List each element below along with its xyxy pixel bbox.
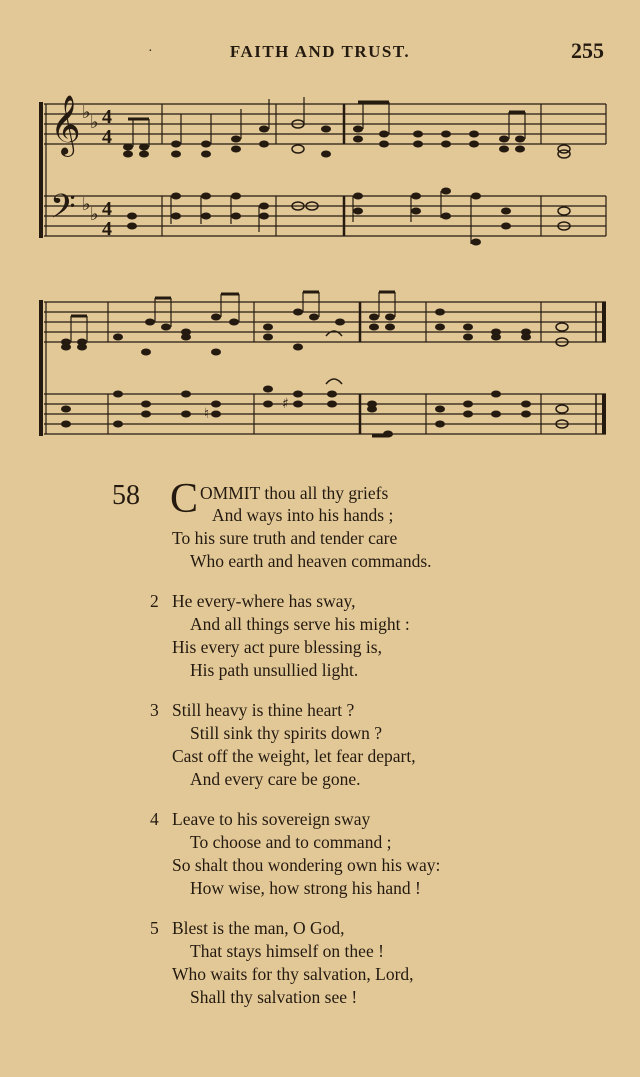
music-system-1 (36, 92, 612, 262)
svg-text:4: 4 (102, 198, 112, 220)
stanza-1-line-2: And ways into his hands ; (212, 505, 394, 525)
stanza-1-line-1: OMMIT thou all thy griefs (200, 483, 389, 503)
stanza-1-line-4: Who earth and heaven commands. (190, 551, 432, 571)
stanza-3-line-4: And every care be gone. (190, 769, 361, 789)
svg-text:𝄢: 𝄢 (50, 188, 76, 234)
svg-text:♭: ♭ (90, 204, 99, 225)
stanza-2-line-4: His path unsullied light. (190, 660, 359, 680)
svg-text:♭: ♭ (82, 102, 91, 123)
stanza-2-line-2: And all things serve his might : (190, 614, 410, 634)
svg-text:♮: ♮ (204, 406, 210, 422)
svg-text:♭: ♭ (90, 112, 99, 133)
stanza-3-line-3: Cast off the weight, let fear depart, (172, 746, 416, 766)
page-mark: · (148, 44, 153, 59)
stanza-5-line-2: That stays himself on thee ! (190, 941, 384, 961)
music-score-1 (36, 92, 612, 262)
stanza-2-number: 2 (150, 591, 159, 611)
stanza-4-line-4: How wise, how strong his hand ! (190, 878, 421, 898)
page-header-title: FAITH AND TRUST. (229, 42, 411, 61)
svg-text:𝄞: 𝄞 (50, 95, 81, 155)
hymn-number: 58 (112, 480, 140, 511)
stanza-4-line-2: To choose and to command ; (190, 832, 392, 852)
music-score-2 (36, 290, 612, 460)
stanza-3-line-1: Still heavy is thine heart ? (172, 700, 355, 720)
stanza-5-line-3: Who waits for thy salvation, Lord, (172, 964, 414, 984)
svg-text:♭: ♭ (82, 194, 91, 215)
stanza-2-line-1: He every-where has sway, (172, 591, 356, 611)
drop-cap: C (170, 476, 199, 522)
page-number: 255 (571, 38, 604, 63)
svg-text:4: 4 (102, 126, 112, 148)
stanza-3-number: 3 (150, 700, 159, 720)
stanza-2-line-3: His every act pure blessing is, (172, 637, 382, 657)
stanza-5-number: 5 (150, 918, 159, 938)
stanza-1-line-3: To his sure truth and tender care (172, 528, 398, 548)
stanza-5-line-1: Blest is the man, O God, (172, 918, 345, 938)
stanza-4-number: 4 (150, 809, 159, 829)
stanza-4-line-1: Leave to his sovereign sway (172, 809, 371, 829)
svg-text:♯: ♯ (282, 396, 289, 412)
stanza-3-line-2: Still sink thy spirits down ? (190, 723, 383, 743)
stanza-5-line-4: Shall thy salvation see ! (190, 987, 358, 1007)
stanza-4-line-3: So shalt thou wondering own his way: (172, 855, 441, 875)
music-system-2 (36, 290, 612, 460)
svg-text:4: 4 (102, 106, 112, 128)
svg-text:4: 4 (102, 218, 112, 240)
